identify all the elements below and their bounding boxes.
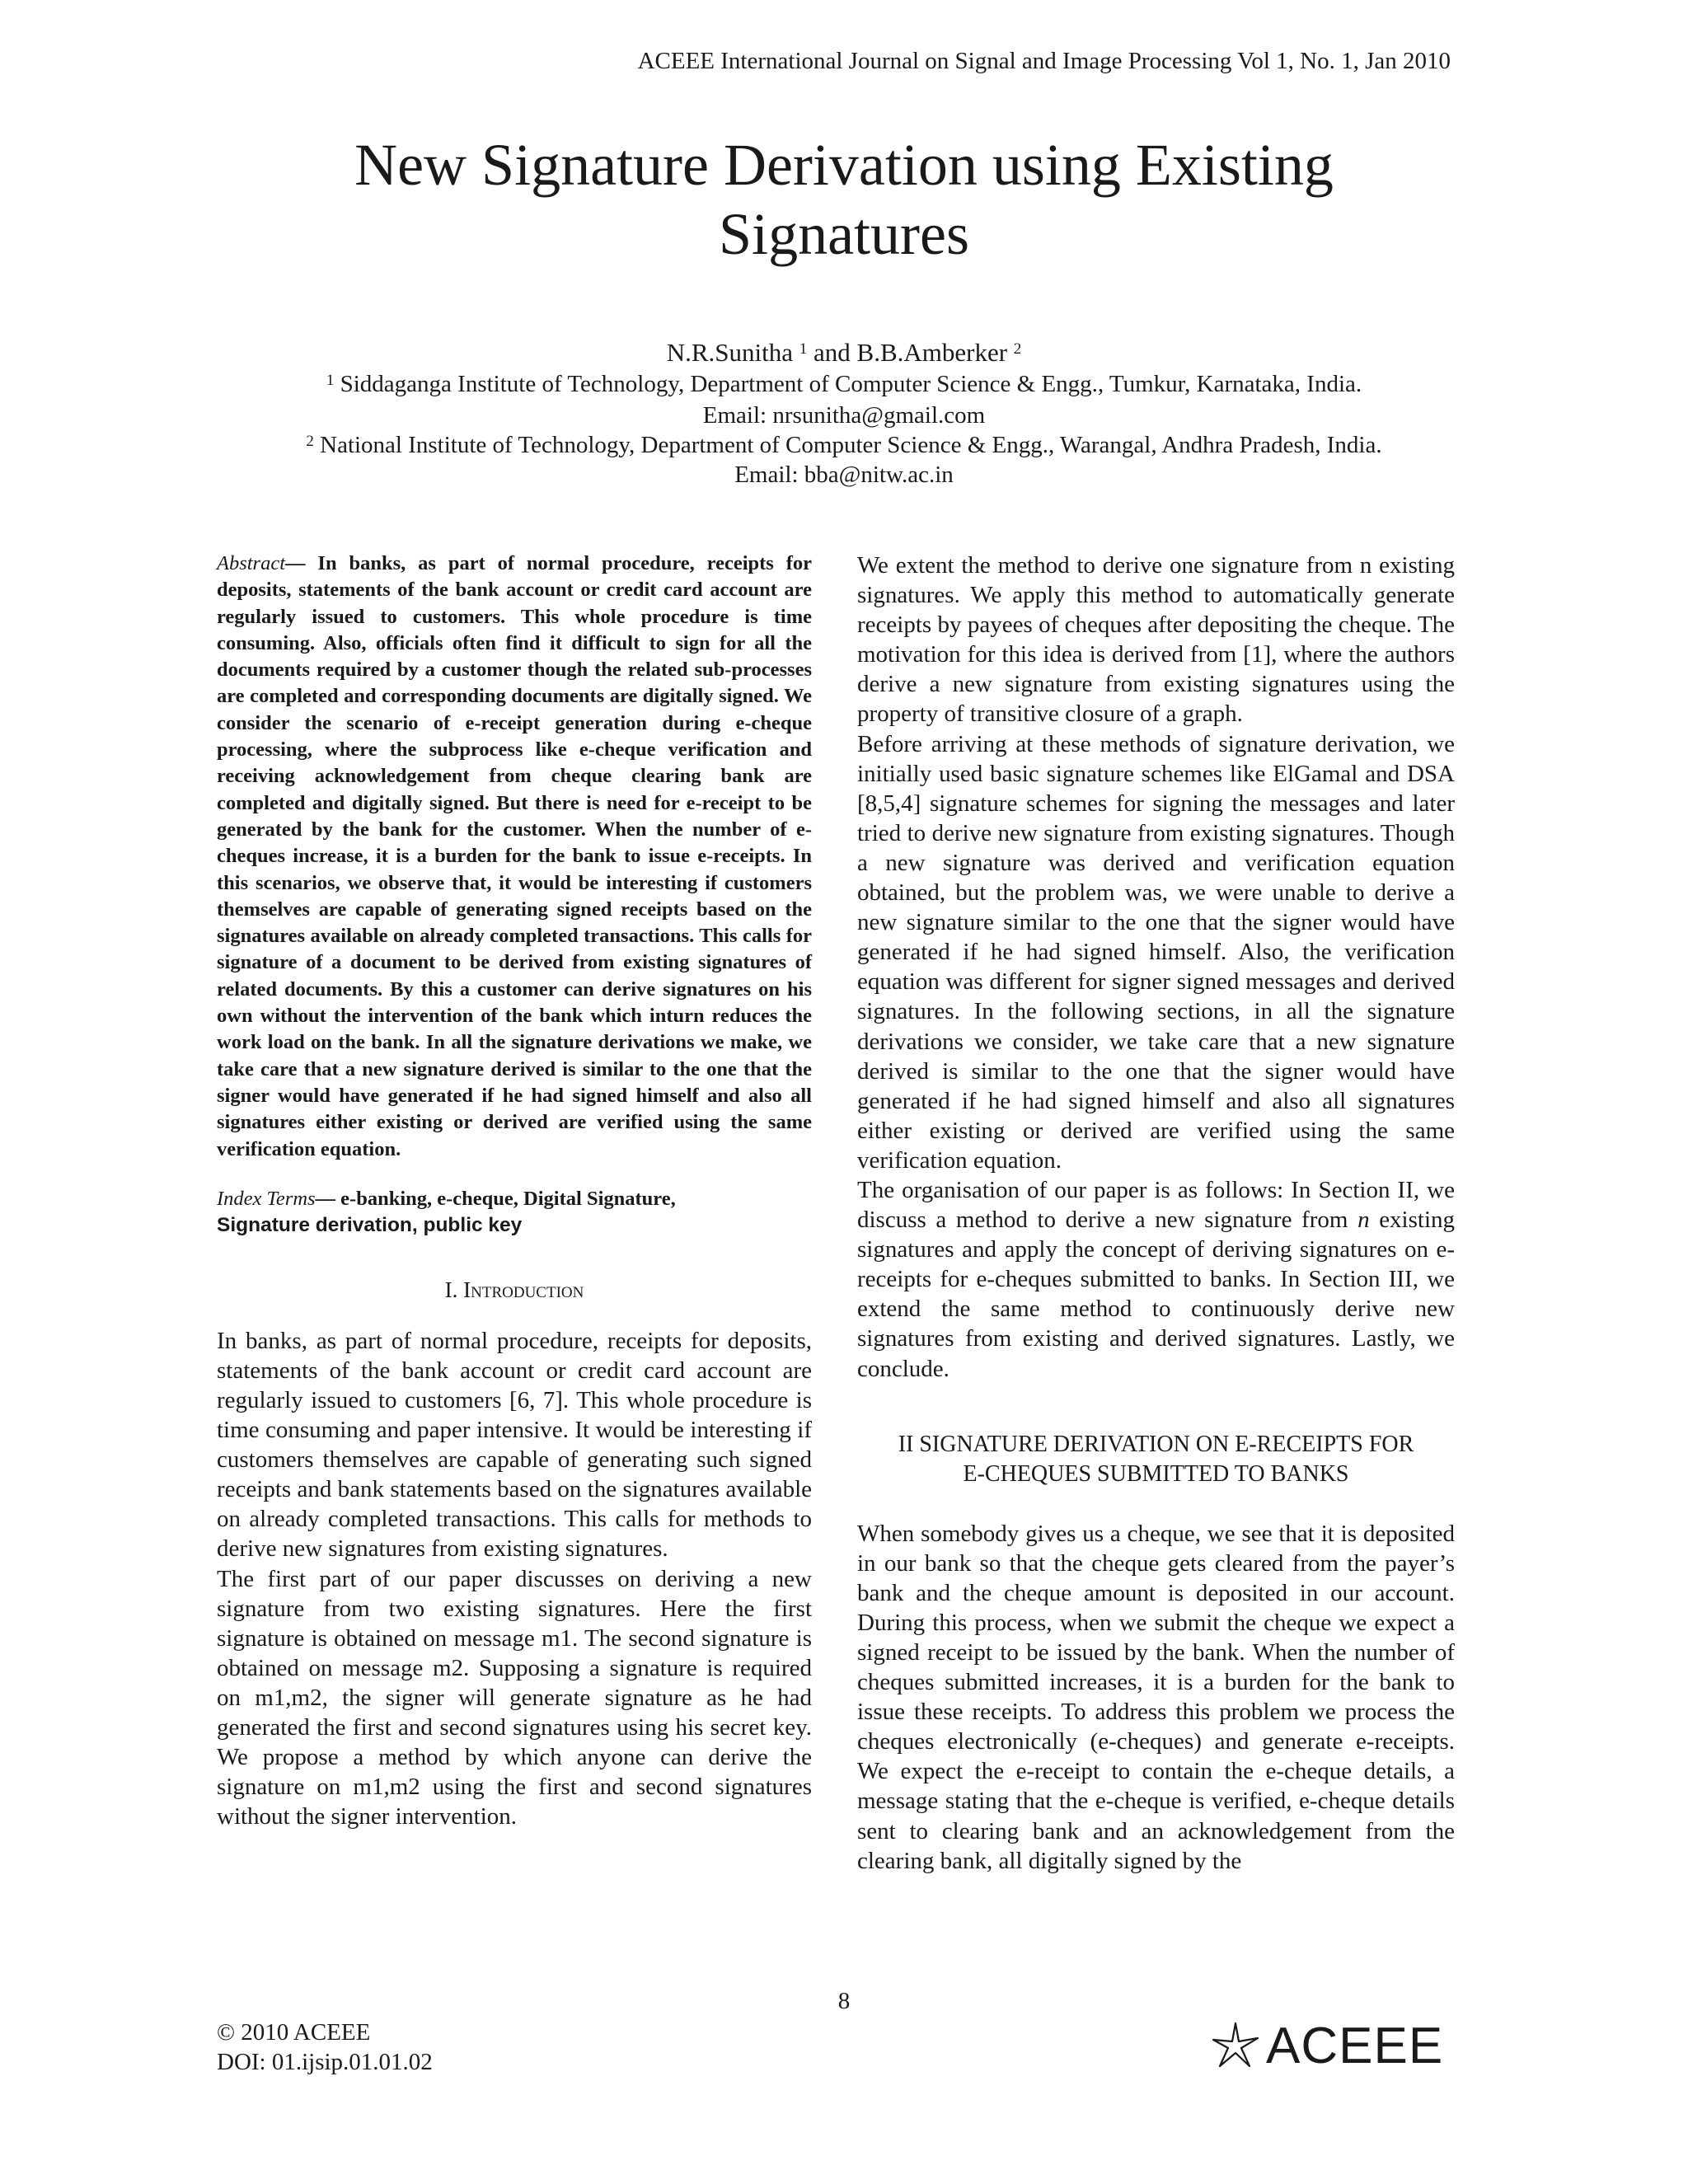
- aceee-star-icon: [1210, 2020, 1261, 2071]
- intro-paragraph-5-n: n: [1357, 1207, 1370, 1234]
- abstract: [217, 551, 812, 1163]
- paper-title: [0, 130, 1688, 269]
- page-number: 8: [837, 1988, 851, 2014]
- intro-paragraph-2: The first part of our paper discusses on deriving a new signature from two existing signatures. Here the first signature is obtained on message m1. The second signature is obtained on message m2. Supposing a signature is required on m1,m2, the signer will generate signature as he had generated the first and second signatures using his secret key. We propose a method by which anyone can derive the signature on m1,m2 using the first and second signatures without the signer intervention.: [217, 1565, 812, 1830]
- affiliation-1-text: Siddaganga Institute of Technology, Department of Computer Science & Engg., Tumkur, Karnataka, India.: [340, 371, 1362, 397]
- title-line-1: New Signature Derivation using Existing: [354, 132, 1334, 198]
- title-line-2: Signatures: [719, 201, 969, 267]
- abstract-text: In banks, as part of normal procedure, receipts for deposits, statements of the bank account or credit card account are regularly issued to customers. This whole procedure is time consuming. Also, officials often find it difficult to sign for all the documents required by a customer though the related sub-processes are completed and corresponding documents are digitally signed. We consider the scenario of e-receipt generation during e-cheque processing, where the subprocess like e-cheque verification and receiving acknowledgement from cheque clearing bank are completed and digitally signed. But there is need for e-receipt to be generated by the bank for the customer. When the number of e-cheques increase, it is a burden for the bank to issue e-receipts. In this scenarios, we observe that, it would be interesting if customers themselves are capable of generating signed receipts based on the signatures available on already completed transactions. This calls for signature of a document to be derived from existing signatures of related documents. By this a customer can derive signatures on his own without the intervention of the bank which inturn reduces the work load on the bank. In all the signature derivations we make, we take care that a new signature derived is similar to the one that the signer would have generated if he had signed himself and also all signatures either existing or derived are verified using the same verification equation.: [217, 552, 812, 1160]
- intro-paragraph-3: We extent the method to derive one signature from n existing signatures. We apply this method to automatically generate receipts by payees of cheques after depositing the cheque. The motivation for this idea is derived from [1], where the authors derive a new signature from existing signatures using the property of transitive closure of a graph.: [857, 552, 1455, 728]
- index-terms: [217, 1186, 812, 1239]
- author-line: [0, 338, 1688, 368]
- author-1: N.R.Sunitha: [666, 338, 793, 367]
- index-terms-label: Index Terms: [217, 1187, 316, 1210]
- right-column: [857, 551, 1455, 1876]
- author-2-affil-mark: 2: [1013, 340, 1022, 358]
- index-terms-text-2: Signature derivation, public key: [217, 1213, 523, 1236]
- aceee-logo-text: ACEEE: [1266, 2017, 1444, 2074]
- copyright: © 2010 ACEEE: [217, 2019, 371, 2046]
- index-terms-text-1: e-banking, e-cheque, Digital Signature,: [340, 1187, 676, 1210]
- abstract-dash: —: [285, 552, 306, 574]
- running-header: ACEEE International Journal on Signal and Image Processing Vol 1, No. 1, Jan 2010: [637, 48, 1451, 74]
- section-1-title: Introduction: [463, 1277, 584, 1302]
- author-1-affil-mark: 1: [799, 340, 808, 358]
- intro-paragraph-5-a: The organisation of our paper is as follows: In Section II, we discuss a method to derive a new signature from: [857, 1176, 1455, 1234]
- section-1-numeral: I.: [444, 1277, 458, 1302]
- section-2-heading: [857, 1430, 1455, 1489]
- footer-left: [217, 2018, 433, 2077]
- section-2-paragraph-1: When somebody gives us a cheque, we see that it is deposited in our bank so that the cheque gets cleared from the payer’s bank and the cheque amount is deposited in our account. During this process, when we submit the cheque we expect a signed receipt to be issued by the bank. When the number of cheques submitted increases, it is a burden for the bank to issue these receipts. To address this problem we process the cheques electronically (e-cheques) and generate e-receipts. We expect the e-receipt to contain the e-cheque details, a message stating that the e-cheque is verified, e-cheque details sent to clearing bank and an acknowledgement from the clearing bank, all digitally signed by the: [857, 1520, 1455, 1874]
- section-1-heading: [217, 1275, 812, 1305]
- intro-paragraph-5: [857, 1175, 1455, 1384]
- intro-paragraph-5-b: existing signatures and apply the concept of deriving signatures on e-receipts for e-cheques submitted to banks. In Section III, we extend the same method to continuously derive new signatures from existing and derived signatures. Lastly, we conclude.: [857, 1207, 1456, 1382]
- affiliation-2-email: Email: bba@nitw.ac.in: [734, 462, 954, 488]
- affiliation-2: [0, 430, 1688, 460]
- author-and: and: [814, 338, 851, 367]
- left-column: [217, 551, 812, 1831]
- section-2-heading-line-2: E-CHEQUES SUBMITTED TO BANKS: [963, 1460, 1349, 1487]
- intro-paragraph-4: Before arriving at these methods of signature derivation, we initially used basic signature schemes like ElGamal and DSA [8,5,4] signature schemes for signing the messages and later tried to derive new signature from existing signatures. Though a new signature was derived and verification equation obtained, but the problem was, we were unable to derive a new signature similar to the one that the signer would have generated if he had signed himself. Also, the verification equation was different for signer signed messages and derived signatures. In the following sections, in all the signature derivations we consider, we take care that a new signature derived is similar to the one that the signer would have generated if he had signed himself and also all signatures either existing or derived are verified using the same verification equation.: [857, 730, 1455, 1174]
- section-2-heading-line-1: II SIGNATURE DERIVATION ON E-RECEIPTS FOR: [898, 1431, 1414, 1457]
- affiliation-2-text: National Institute of Technology, Department of Computer Science & Engg., Warangal, Andhra Pradesh, India.: [320, 432, 1382, 458]
- affiliation-2-mark: 2: [306, 433, 314, 450]
- aceee-logo: [1210, 2013, 1457, 2079]
- index-terms-dash: —: [315, 1187, 336, 1210]
- affiliation-1-email: Email: nrsunitha@gmail.com: [702, 402, 986, 429]
- author-2: B.B.Amberker: [856, 338, 1008, 367]
- doi: DOI: 01.ijsip.01.01.02: [217, 2049, 433, 2075]
- affiliation-1: [0, 369, 1688, 399]
- abstract-label: Abstract: [217, 552, 286, 574]
- affiliation-1-mark: 1: [326, 372, 335, 389]
- intro-paragraph-1: In banks, as part of normal procedure, receipts for deposits, statements of the bank account or credit card account are regularly issued to customers [6, 7]. This whole procedure is time consuming and paper intensive. It would be interesting if customers themselves are capable of generating such signed receipts and bank statements based on the signatures available on already completed transactions. This calls for methods to derive new signatures from existing signatures.: [217, 1327, 812, 1563]
